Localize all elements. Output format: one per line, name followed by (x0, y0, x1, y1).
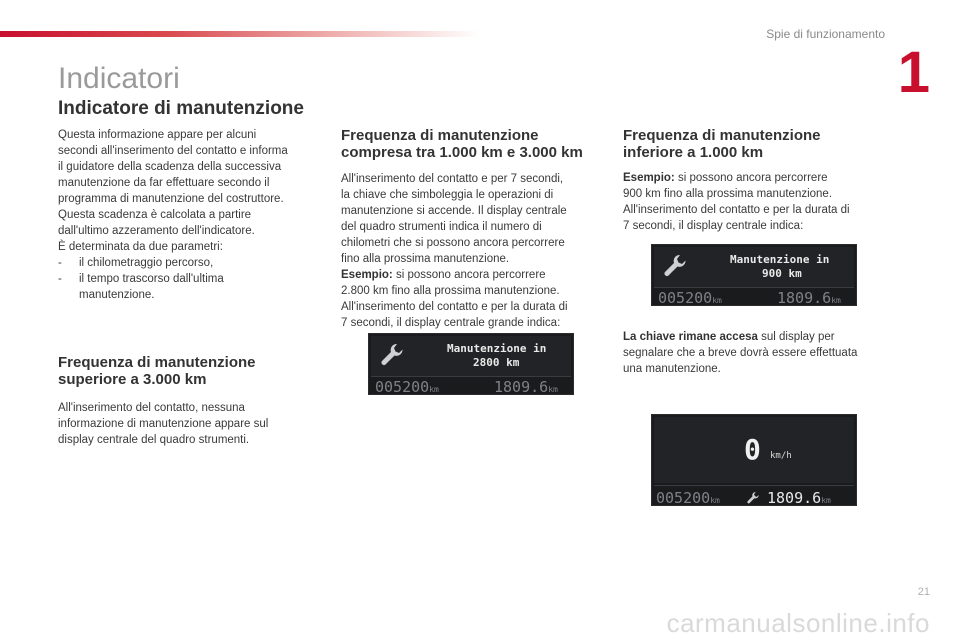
display-line-2: 2800 km (473, 356, 520, 369)
instrument-display-speed (651, 414, 857, 506)
display-line-2: 900 km (762, 267, 802, 280)
column-1 (58, 127, 308, 448)
text-line: sul display per (757, 331, 835, 343)
text-line: All'inserimento del contatto e per la durata di (341, 301, 568, 313)
text-line: fino alla prossima manutenzione. (341, 253, 510, 265)
section-heading-under-1000 (623, 127, 873, 161)
text-line: manutenzione. (79, 289, 155, 301)
wrench-icon (662, 253, 688, 279)
text-line: il chilometraggio percorso, (79, 257, 214, 269)
trip-value: 1809.6 (494, 378, 549, 396)
instrument-display-2800 (368, 333, 574, 395)
watermark: carmanualsonline.info (666, 608, 930, 638)
heading-line: Frequenza di manutenzione (58, 354, 256, 371)
text-line: Questa scadenza è calcolata a partire (58, 209, 252, 221)
speed-value: 0 (744, 433, 761, 466)
display-line-1: Manutenzione in (447, 342, 547, 355)
trip-readout (767, 489, 831, 507)
trip-value: 1809.6 (767, 489, 822, 507)
odometer-value: 005200 (658, 289, 713, 307)
page-number: 21 (917, 586, 930, 598)
text-line: la chiave che simboleggia le operazioni di (341, 189, 554, 201)
odometer-readout (375, 378, 439, 396)
paragraph-under-1000 (623, 170, 873, 234)
trip-readout (494, 378, 558, 396)
param-item-mileage (58, 255, 308, 271)
text-line: 900 km fino alla prossima manutenzione. (623, 188, 833, 200)
text-line: All'inserimento del contatto e per la durata di (623, 204, 850, 216)
odometer-readout (656, 489, 720, 507)
column-2 (341, 127, 591, 331)
text-line: Questa informazione appare per alcuni (58, 129, 257, 141)
text-line: 7 secondi, il display centrale indica: (623, 220, 804, 232)
heading-line: superiore a 3.000 km (58, 371, 207, 388)
text-line: All'inserimento del contatto, nessuna (58, 402, 245, 414)
paragraph-key-stays-on (623, 329, 873, 377)
text-line: programma di manutenzione del costruttore. (58, 193, 284, 205)
instrument-display-900 (651, 244, 857, 306)
list-dash: - (58, 257, 62, 269)
text-line: All'inserimento del contatto e per 7 secondi, (341, 173, 564, 185)
odometer-unit: km (710, 496, 720, 505)
text-line: 2.800 km fino alla prossima manutenzione. (341, 285, 560, 297)
key-label: La chiave rimane accesa (623, 331, 758, 343)
trip-readout (777, 289, 841, 307)
speed-unit: km/h (770, 451, 792, 461)
odometer-unit: km (429, 385, 439, 394)
text-line: chilometri che si possono ancora percorrere (341, 237, 565, 249)
chapter-number: 1 (897, 40, 930, 105)
paragraph-over-3000 (58, 400, 308, 448)
text-line: si possono ancora percorrere (674, 172, 828, 184)
text-line: manutenzione si accende. Il display centrale (341, 205, 567, 217)
odometer-value: 005200 (656, 489, 711, 507)
text-line: una manutenzione. (623, 363, 721, 375)
trip-unit: km (548, 385, 558, 394)
page-title: Indicatori (58, 62, 180, 95)
param-item-time (58, 271, 308, 303)
odometer-readout (658, 289, 722, 307)
odometer-value: 005200 (375, 378, 430, 396)
heading-line: inferiore a 1.000 km (623, 144, 764, 161)
section-heading-1000-3000 (341, 127, 591, 161)
text-line: secondi all'inserimento del contatto e informa (58, 145, 288, 157)
section-heading-over-3000 (58, 354, 308, 388)
intro-paragraph (58, 127, 308, 255)
trip-value: 1809.6 (777, 289, 832, 307)
display-line-1: Manutenzione in (730, 253, 830, 266)
main-heading: Indicatore di manutenzione (58, 98, 304, 119)
list-dash: - (58, 273, 62, 285)
heading-line: compresa tra 1.000 km e 3.000 km (341, 144, 583, 161)
text-line: del quadro strumenti indica il numero di (341, 221, 542, 233)
example-label: Esempio: (341, 269, 393, 281)
trip-unit: km (831, 296, 841, 305)
heading-line: Frequenza di manutenzione (623, 127, 821, 144)
text-line: 7 secondi, il display centrale grande indica: (341, 317, 561, 329)
paragraph-1000-3000 (341, 171, 591, 331)
wrench-icon (746, 491, 760, 505)
odometer-unit: km (712, 296, 722, 305)
example-label: Esempio: (623, 172, 675, 184)
trip-unit: km (821, 496, 831, 505)
text-line: il guidatore della scadenza della successiva (58, 161, 282, 173)
section-label: Spie di funzionamento (766, 27, 885, 41)
wrench-icon (379, 342, 405, 368)
text-line: si possono ancora percorrere (392, 269, 546, 281)
text-line: manutenzione da far effettuare secondo il (58, 177, 270, 189)
text-line: display centrale del quadro strumenti. (58, 434, 250, 446)
text-line: il tempo trascorso dall'ultima (79, 273, 224, 285)
text-line: informazione di manutenzione appare sul (58, 418, 269, 430)
header-accent-bar (0, 31, 480, 37)
heading-line: Frequenza di manutenzione (341, 127, 539, 144)
text-line: dall'ultimo azzeramento dell'indicatore. (58, 225, 255, 237)
text-line: segnalare che a breve dovrà essere effettuata (623, 347, 858, 359)
text-line: È determinata da due parametri: (58, 241, 223, 253)
